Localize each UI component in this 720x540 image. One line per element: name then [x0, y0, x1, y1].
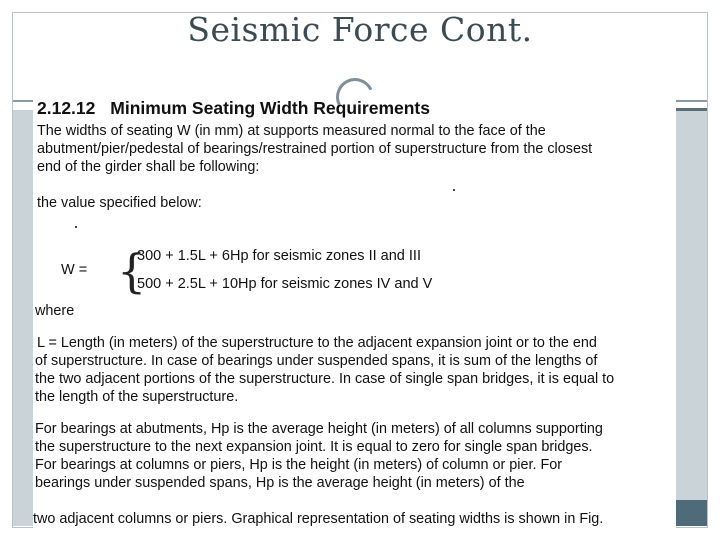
intro-line-3: end of the girder shall be following: — [37, 159, 260, 175]
formula-line-1: 300 + 1.5L + 6Hp for seismic zones II and III — [137, 248, 421, 264]
formula-lhs: W = — [61, 262, 88, 278]
intro-line-2: abutment/pier/pedestal of bearings/restrained portion of superstructure from the closest — [37, 141, 593, 157]
left-brace-icon: { — [117, 244, 147, 298]
definition-Hp-line-1: For bearings at abutments, Hp is the average height (in meters) of all columns supporting — [35, 421, 603, 437]
slide-title: Seismic Force Cont. — [187, 10, 533, 49]
definition-L-line-1: L = Length (in meters) of the superstructure to the adjacent expansion joint or to the end — [37, 335, 597, 351]
where-label: where — [35, 303, 75, 319]
definition-L-line-3: the two adjacent portions of the superstructure. In case of single span bridges, it is equal to — [35, 371, 615, 387]
scan-speck — [75, 226, 77, 228]
definition-Hp-line-4: bearings under suspended spans, Hp is the average height (in meters) of the — [35, 475, 525, 491]
value-line: the value specified below: — [37, 195, 202, 211]
bottom-right-accent — [676, 500, 707, 526]
right-accent-bar — [676, 108, 707, 111]
definition-L-line-2: of superstructure. In case of bearings under suspended spans, it is sum of the lengths of — [35, 353, 598, 369]
scan-speck — [453, 189, 455, 191]
scanned-document — [33, 90, 676, 530]
formula-line-2: 500 + 2.5L + 10Hp for seismic zones IV and V — [137, 276, 433, 292]
section-number: 2.12.12 — [37, 98, 96, 118]
intro-line-1: The widths of seating W (in mm) at supports measured normal to the face of the — [37, 123, 546, 139]
definition-Hp-line-3: For bearings at columns or piers, Hp is the height (in meters) of column or pier. For — [35, 457, 563, 473]
closing-line: two adjacent columns or piers. Graphical representation of seating widths is shown in Fig. — [33, 511, 604, 527]
left-decor-band — [13, 110, 33, 526]
right-decor-band — [676, 110, 707, 526]
section-title: Minimum Seating Width Requirements — [110, 98, 430, 118]
definition-L-line-4: the length of the superstructure. — [35, 389, 239, 405]
definition-Hp-line-2: the superstructure to the next expansion joint. It is equal to zero for single span bridges. — [35, 439, 593, 455]
seating-width-formula — [61, 244, 481, 298]
